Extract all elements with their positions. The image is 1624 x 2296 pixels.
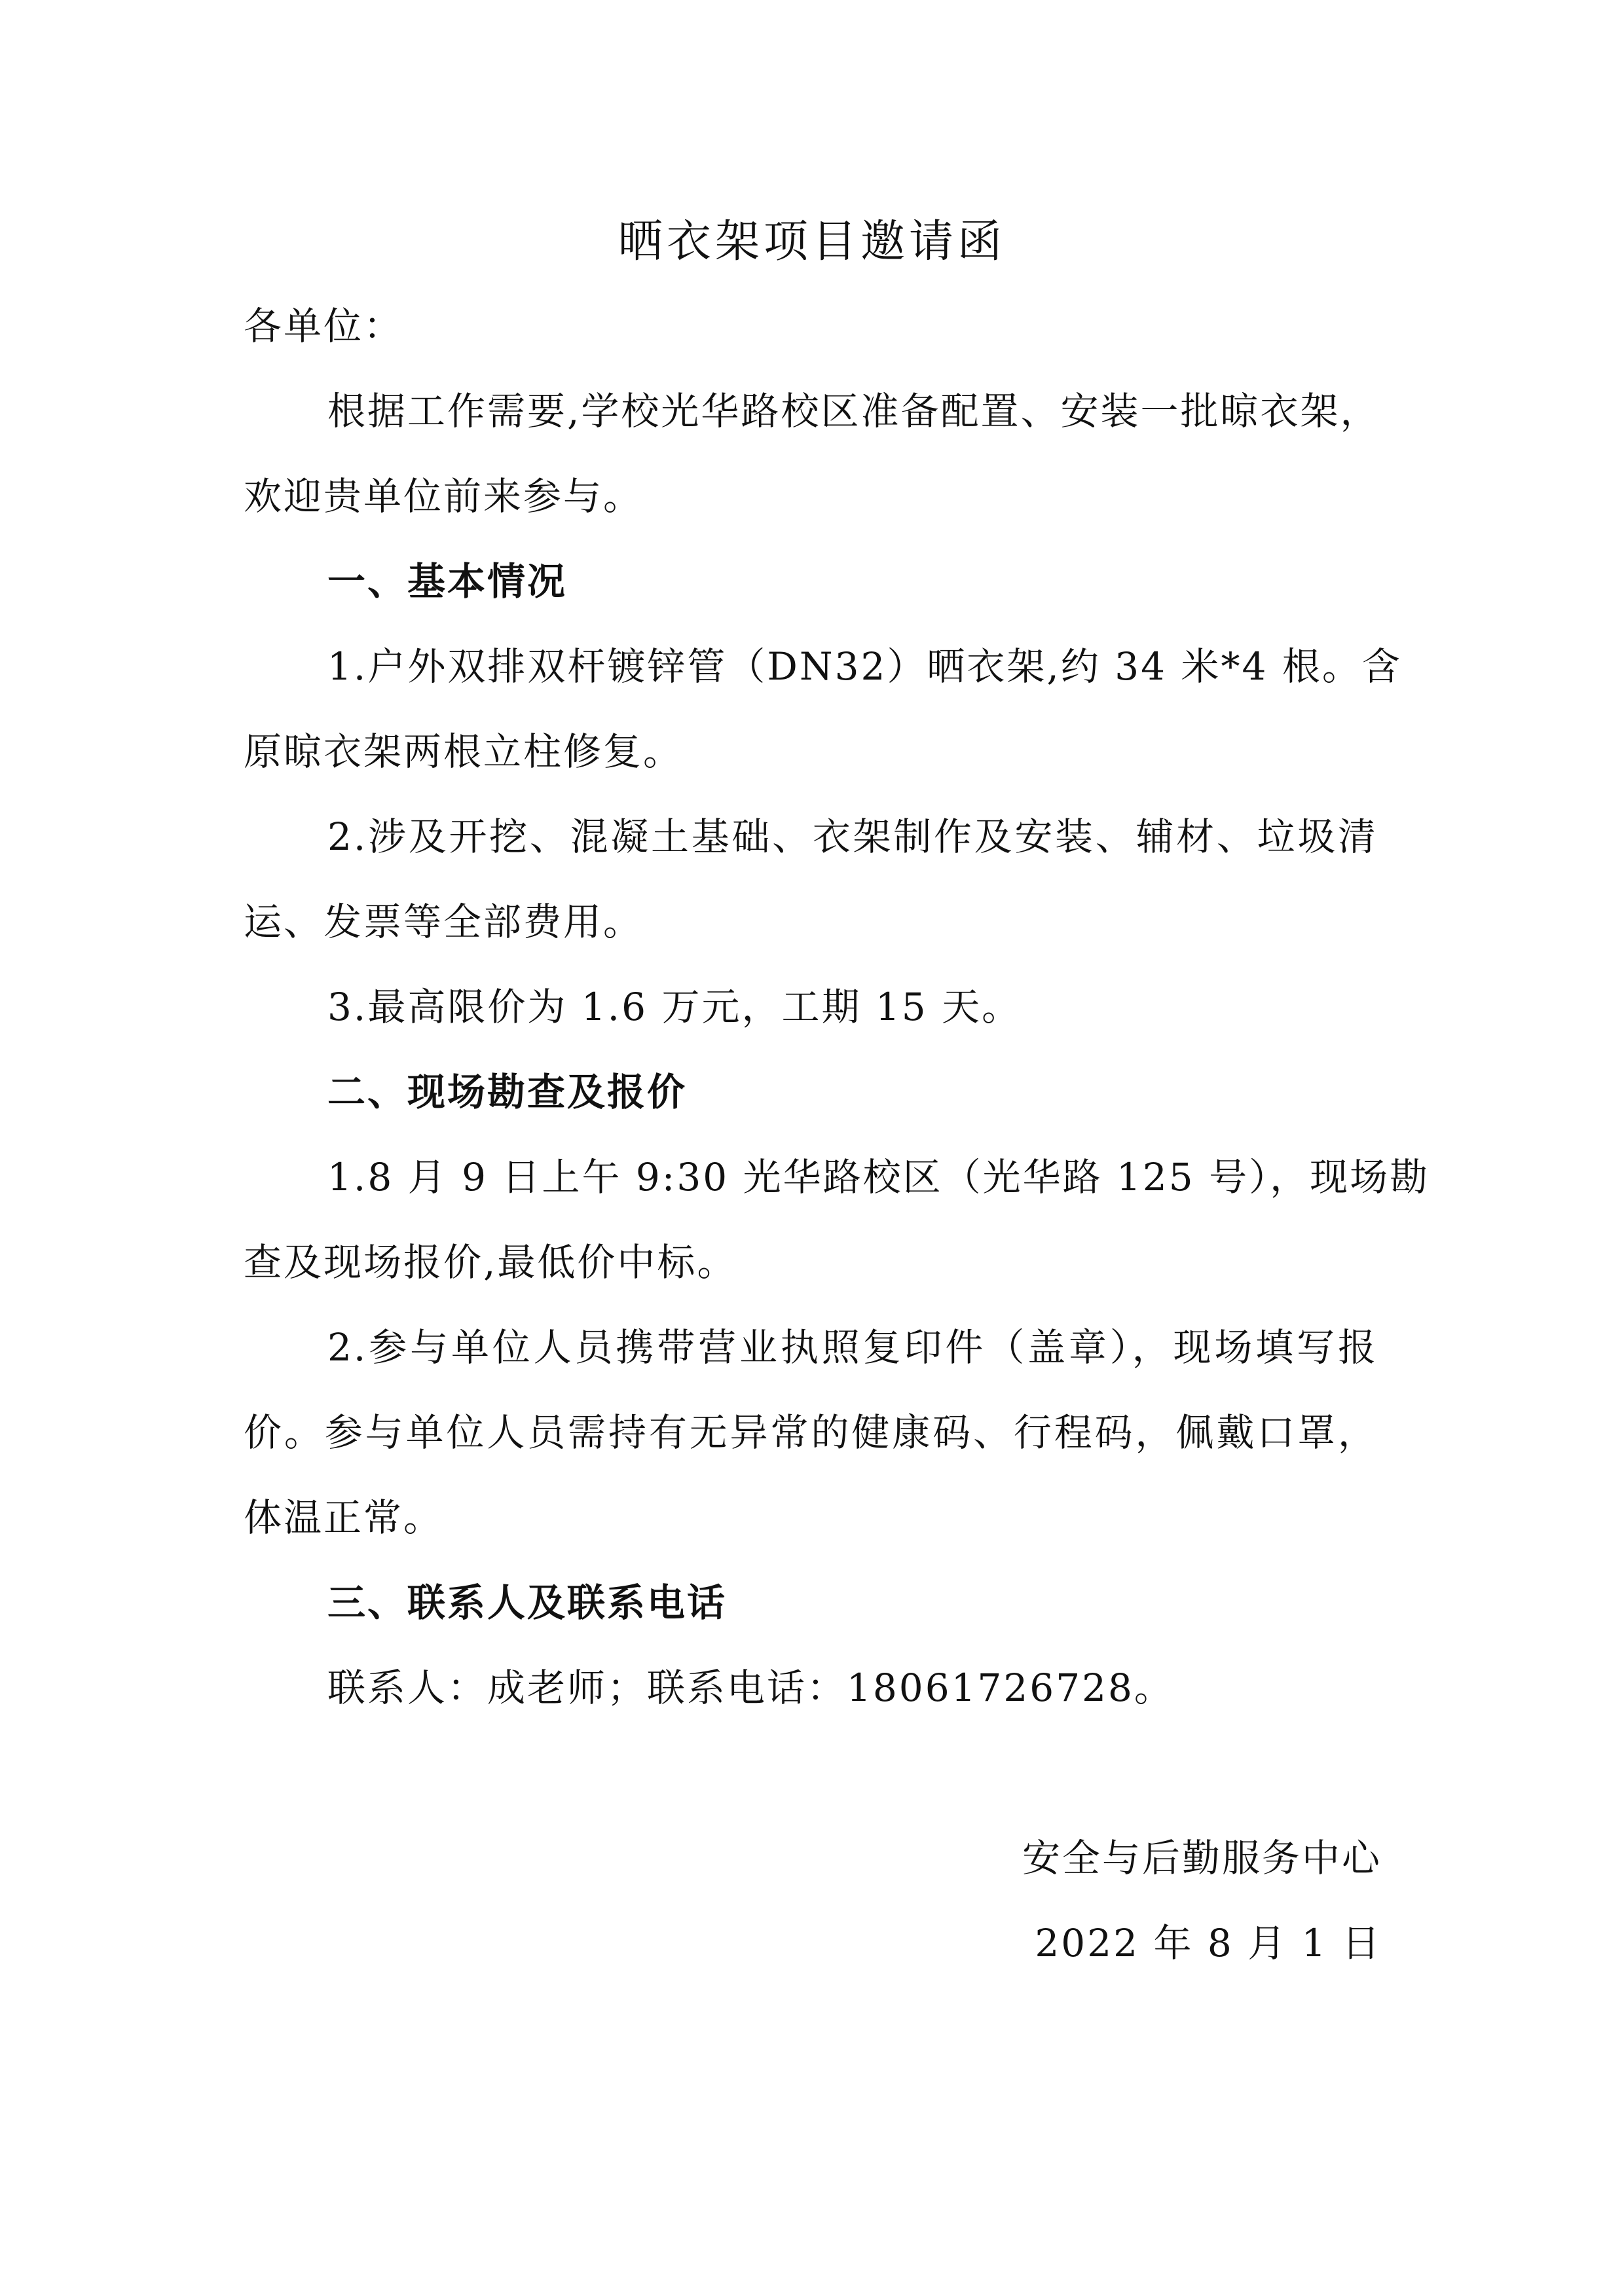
- intro-line-1: 根据工作需要,学校光华路校区准备配置、安装一批晾衣架，: [327, 389, 1380, 433]
- contact-line: 联系人：成老师；联系电话：18061726728。: [327, 1666, 1174, 1710]
- section-1-heading: 一、基本情况: [327, 559, 568, 604]
- document-title: 晒衣架项目邀请函: [618, 216, 1006, 268]
- signature-date: 2022 年 8 月 1 日: [1035, 1921, 1382, 1965]
- intro-paragraph: [244, 388, 1378, 435]
- section-2-item-2: [244, 1324, 1378, 1371]
- section-2-item-1: [244, 1154, 1430, 1201]
- section-1-item-3: 3.最高限价为 1.6 万元，工期 15 天。: [327, 985, 1022, 1029]
- section-1-item-1-line-2: 原晾衣架两根立柱修复。: [244, 729, 684, 774]
- section-2-item-2-line-1: 2.参与单位人员携带营业执照复印件（盖章），现场填写报: [327, 1325, 1378, 1370]
- section-1-item-1-line-1: 1.户外双排双杆镀锌管（DN32）晒衣架,约 34 米*4 根。含: [327, 644, 1402, 689]
- section-2-heading: 二、现场勘查及报价: [327, 1070, 688, 1114]
- intro-line-2: 欢迎贵单位前来参与。: [244, 474, 644, 519]
- section-1-item-2-line-1: 2.涉及开挖、混凝土基础、衣架制作及安装、辅材、垃圾清: [327, 814, 1378, 859]
- section-2-item-2-line-3: 体温正常。: [244, 1495, 444, 1540]
- section-1-item-2: [244, 813, 1378, 860]
- section-2-item-1-line-2: 查及现场报价,最低价中标。: [244, 1240, 737, 1285]
- salutation: 各单位：: [244, 304, 404, 348]
- section-1-item-1: [244, 643, 1402, 690]
- section-1-item-2-line-2: 运、发票等全部费用。: [244, 900, 644, 944]
- signature-organization: 安全与后勤服务中心: [1022, 1836, 1382, 1880]
- section-2-item-1-line-1: 1.8 月 9 日上午 9:30 光华路校区（光华路 125 号），现场勘: [327, 1155, 1430, 1199]
- section-3-heading: 三、联系人及联系电话: [327, 1580, 728, 1625]
- section-2-item-2-line-2-wrap: [244, 1409, 1378, 1456]
- section-2-item-2-line-2: 价。参与单位人员需持有无异常的健康码、行程码，佩戴口罩，: [244, 1410, 1378, 1455]
